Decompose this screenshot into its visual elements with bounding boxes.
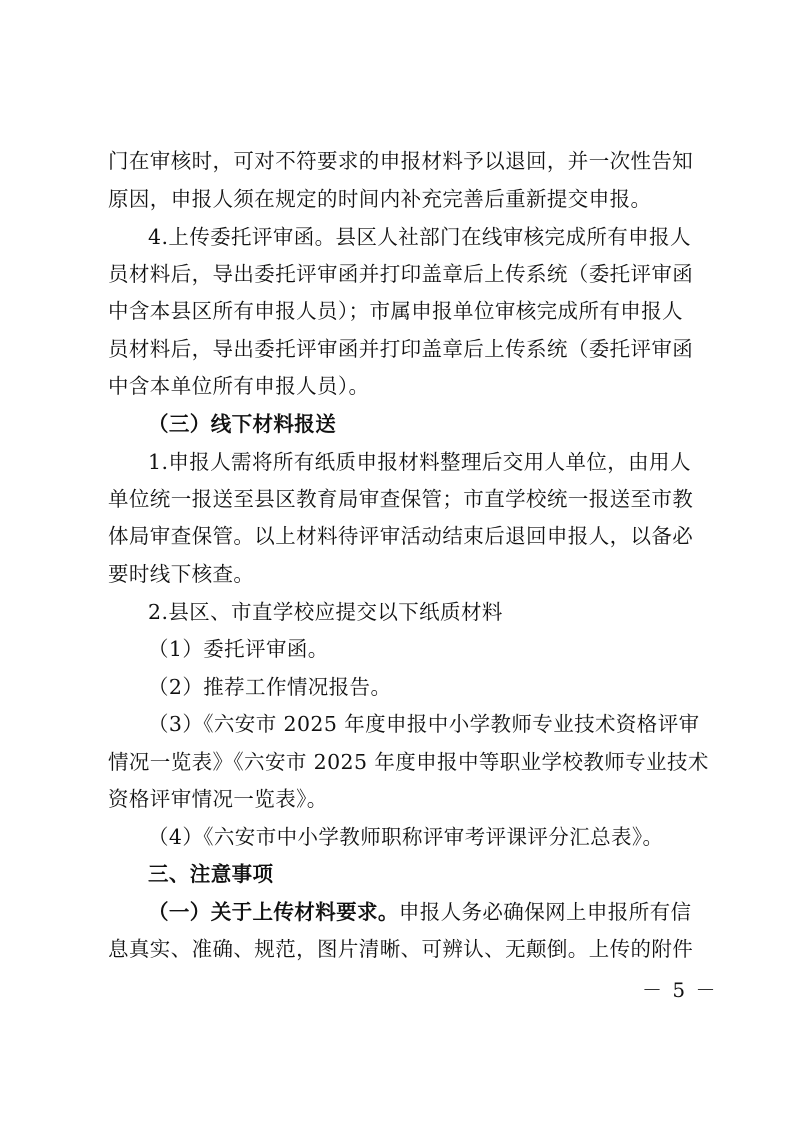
body-line: 1.申报人需将所有纸质申报材料整理后交用人单位，由用人	[148, 450, 691, 474]
list-item: （3）《六安市 2025 年度申报中小学教师专业技术资格评审	[148, 712, 700, 736]
subsection-lead: （一）关于上传材料要求。	[148, 900, 399, 924]
body-line: 2.县区、市直学校应提交以下纸质材料	[148, 600, 503, 624]
page-number: － 5 －	[642, 978, 718, 1002]
body-line: 原因，申报人须在规定的时间内补充完善后重新提交申报。	[108, 187, 652, 211]
body-line: 息真实、准确、规范，图片清晰、可辨认、无颠倒。上传的附件	[108, 937, 694, 961]
body-line	[148, 897, 698, 927]
list-item: （1）委托评审函。	[148, 637, 329, 661]
body-line: 中含本县区所有申报人员）；市属申报单位审核完成所有申报人	[108, 299, 683, 323]
body-line: 中含本单位所有申报人员）。	[108, 374, 370, 398]
subsection-text: 申报人务必确保网上申报所有信	[398, 900, 692, 924]
section-heading: （三）线下材料报送	[148, 412, 337, 436]
list-item: （2）推荐工作情况报告。	[148, 675, 392, 699]
body-line: 4.上传委托评审函。县区人社部门在线审核完成所有申报人	[148, 225, 691, 249]
body-line: 资格评审情况一览表》。	[108, 787, 328, 811]
section-heading: 三、注意事项	[148, 862, 274, 886]
body-line: 门在审核时，可对不符要求的申报材料予以退回，并一次性告知	[108, 149, 694, 173]
body-line: 情况一览表》《六安市 2025 年度申报中等职业学校教师专业技术	[108, 750, 709, 774]
body-line: 单位统一报送至县区教育局审查保管；市直学校统一报送至市教	[108, 487, 694, 511]
list-item: （4）《六安市中小学教师职称评审考评课评分汇总表》。	[148, 825, 664, 849]
body-line: 员材料后，导出委托评审函并打印盖章后上传系统（委托评审函	[108, 262, 694, 286]
body-line: 员材料后，导出委托评审函并打印盖章后上传系统（委托评审函	[108, 337, 694, 361]
body-line: 体局审查保管。以上材料待评审活动结束后退回申报人，以备必	[108, 524, 694, 548]
body-line: 要时线下核查。	[108, 562, 255, 586]
